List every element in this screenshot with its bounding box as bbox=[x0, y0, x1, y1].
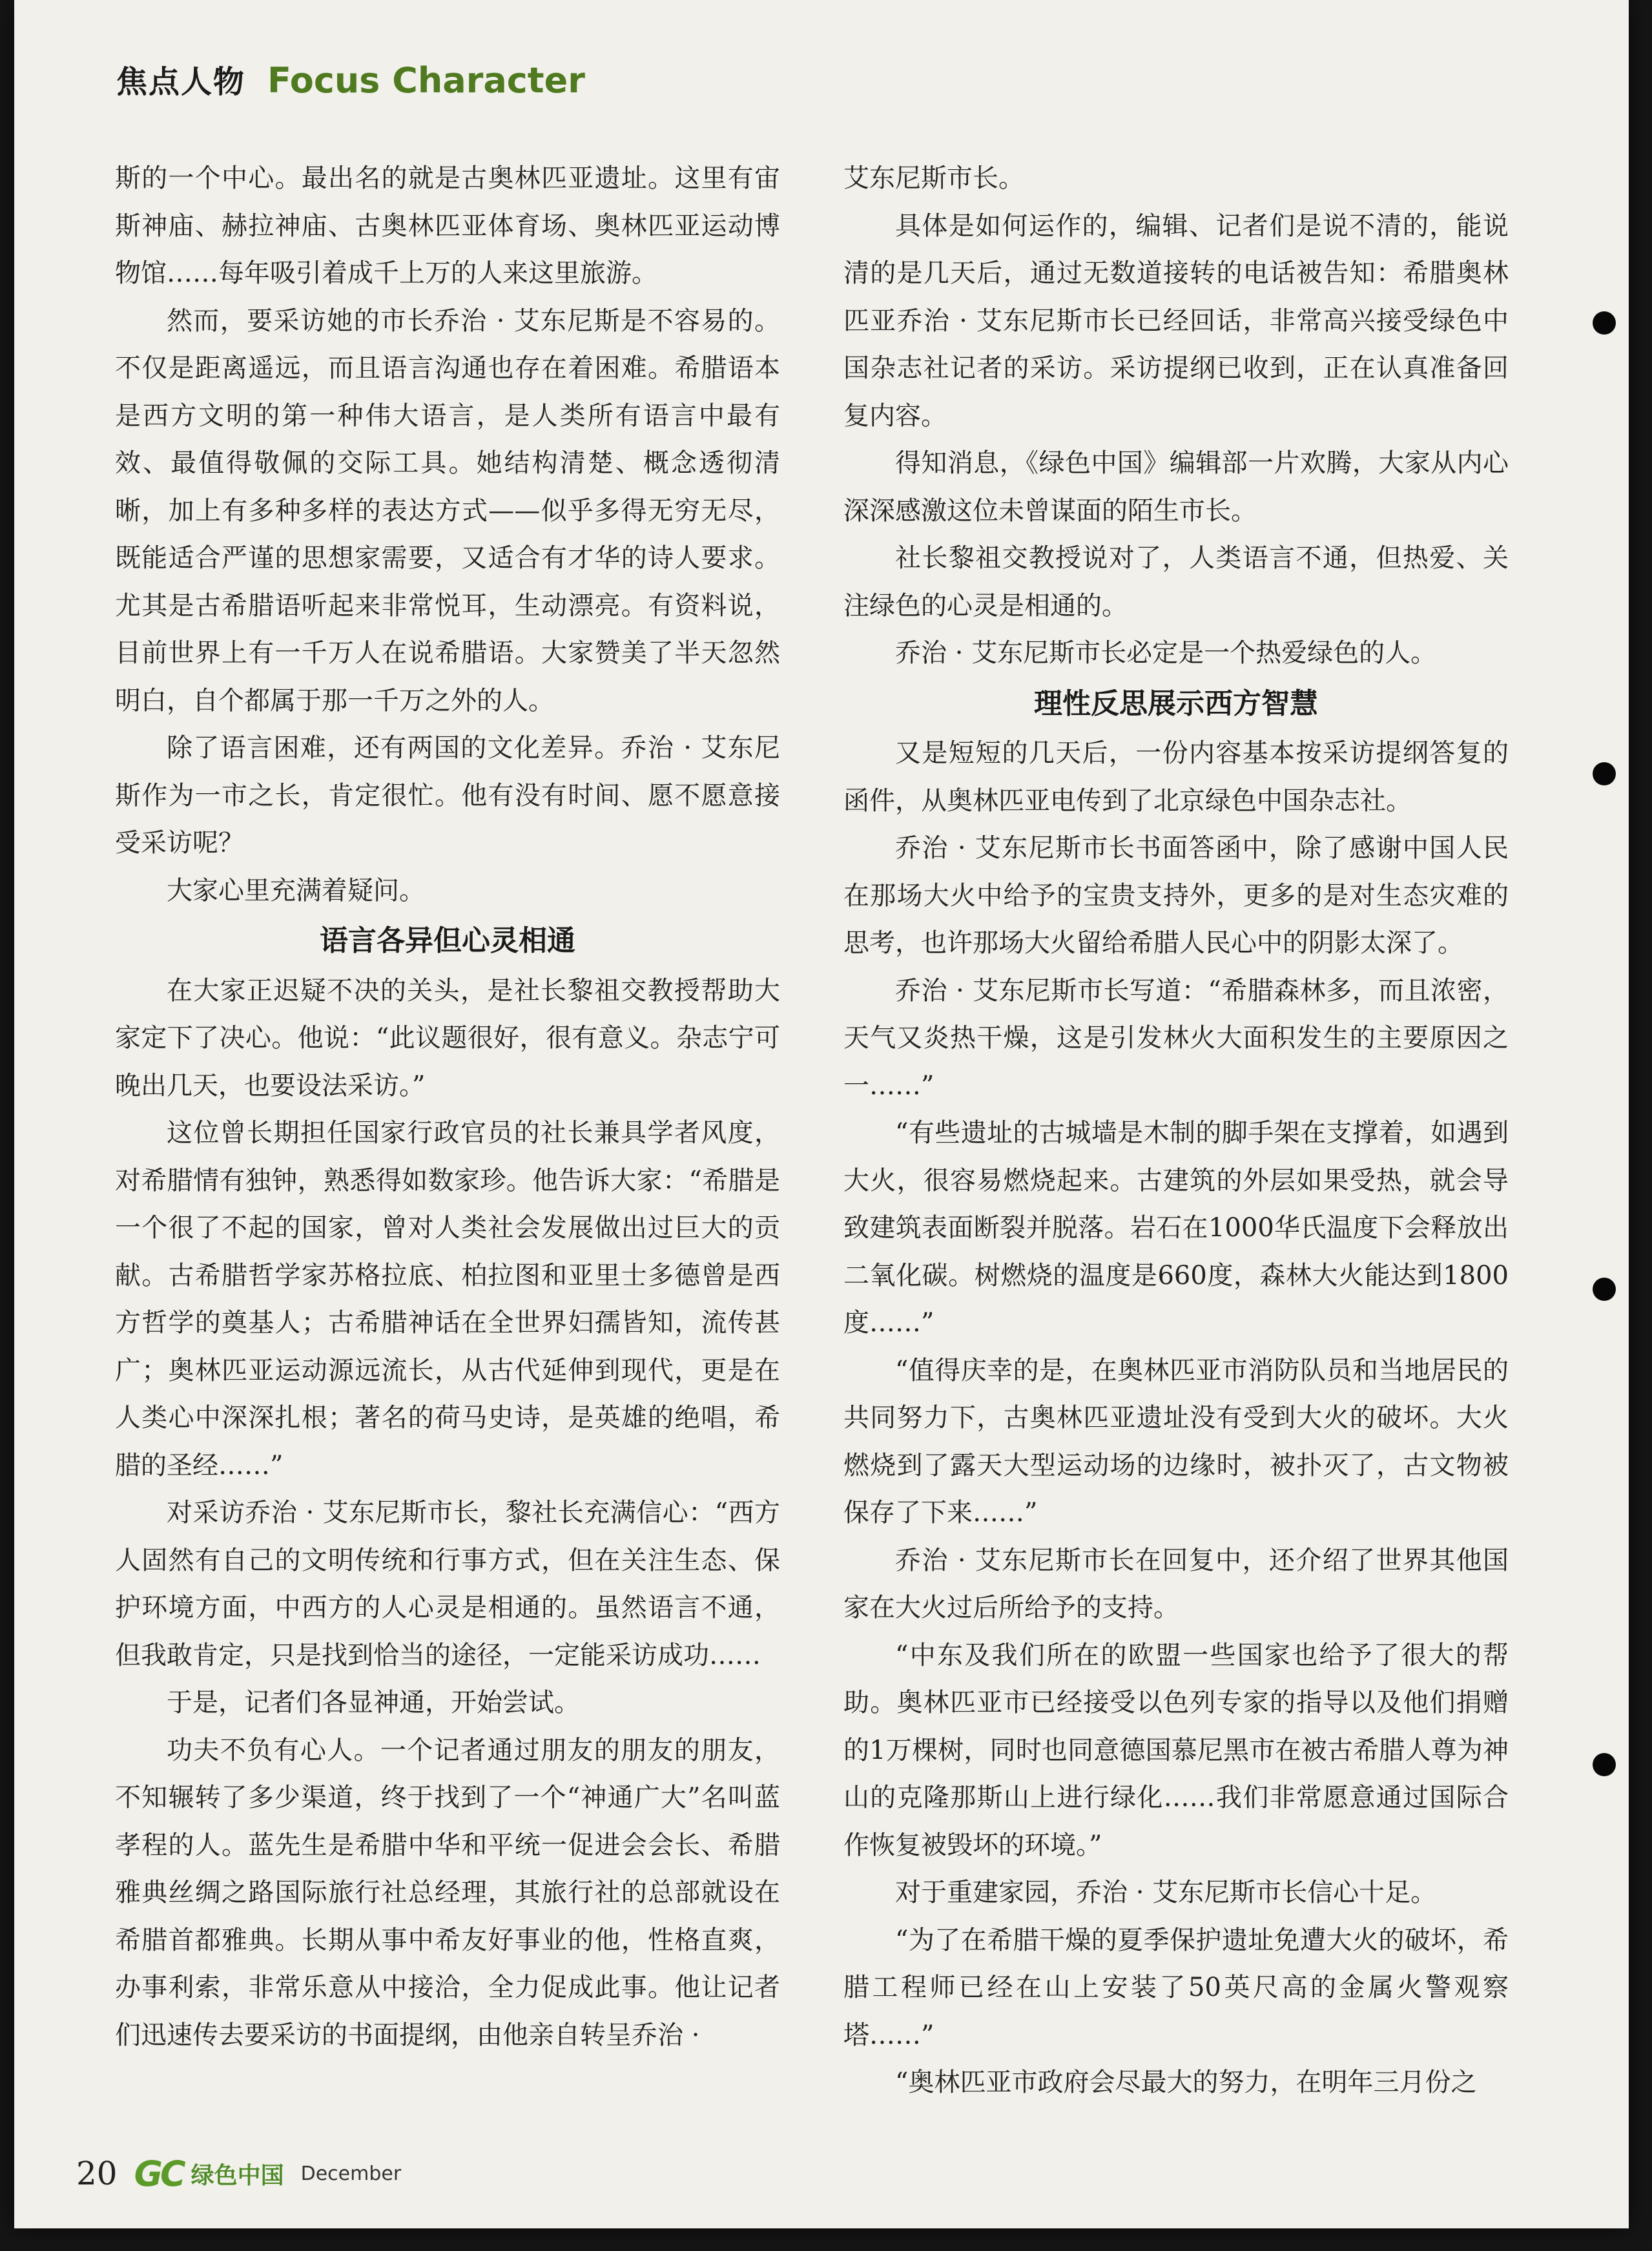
binder-hole bbox=[1593, 762, 1616, 785]
paragraph: 乔治 · 艾东尼斯市长写道：“希腊森林多，而且浓密，天气又炎热干燥，这是引发林火大面积发生的主要原因之一……” bbox=[843, 975, 1509, 1101]
paragraph: 乔治 · 艾东尼斯市长书面答函中，除了感谢中国人民在那场大火中给予的宝贵支持外，更多的是对生态灾难的思考，也许那场大火留给希腊人民心中的阴影太深了。 bbox=[843, 833, 1509, 958]
paragraph: 对采访乔治 · 艾东尼斯市长，黎社长充满信心：“西方人固然有自己的文明传统和行事方式，但在关注生态、保护环境方面，中西方的人心灵是相通的。虽然语言不通，但我敢肯定，只是找到恰当的途径，一定能采访成功…… bbox=[115, 1498, 780, 1670]
section-title-zh: 焦点人物 bbox=[116, 64, 246, 100]
paragraph: 功夫不负有心人。一个记者通过朋友的朋友的朋友，不知辗转了多少渠道，终于找到了一个“神通广大”名叫蓝孝程的人。蓝先生是希腊中华和平统一促进会会长、希腊雅典丝绸之路国际旅行社总经理，其旅行社的总部就设在希腊首都雅典。长期从事中希友好事业的他，性格直爽，办事利索，非常乐意从中接洽，全力促成此事。他让记者们迅速传去要采访的书面提纲，由他亲自转呈乔治 · bbox=[115, 1735, 780, 2050]
paragraph: 乔治 · 艾东尼斯市长必定是一个热爱绿色的人。 bbox=[895, 638, 1437, 668]
paragraph: 然而，要采访她的市长乔治 · 艾东尼斯是不容易的。不仅是距离遥远，而且语言沟通也存在着困难。希腊语本是西方文明的第一种伟大语言，是人类所有语言中最有效、最值得敬佩的交际工具。她结构清楚、概念透彻清晰，加上有多种多样的表达方式——似乎多得无穷无尽，既能适合严谨的思想家需要，又适合有才华的诗人要求。尤其是古希腊语听起来非常悦耳，生动漂亮。有资料说，目前世界上有一千万人在说希腊语。大家赞美了半天忽然明白，自个都属于那一千万之外的人。 bbox=[115, 306, 780, 716]
paragraph: “中东及我们所在的欧盟一些国家也给予了很大的帮助。奥林匹亚市已经接受以色列专家的指导以及他们捐赠的1万棵树，同时也同意德国慕尼黑市在被古希腊人尊为神山的克隆那斯山上进行绿化……我们非常愿意通过国际合作恢复被毁坏的环境。” bbox=[843, 1640, 1509, 1860]
section-title-en: Focus Character bbox=[267, 60, 585, 101]
paragraph: 艾东尼斯市长。 bbox=[843, 163, 1024, 193]
paragraph: “值得庆幸的是，在奥林匹亚市消防队员和当地居民的共同努力下，古奥林匹亚遗址没有受到大火的破坏。大火燃烧到了露天大型运动场的边缘时，被扑灭了，古文物被保存了下来……” bbox=[843, 1355, 1509, 1528]
section-heading: 语言各异但心灵相通 bbox=[320, 924, 575, 957]
paragraph: 大家心里充满着疑问。 bbox=[167, 875, 425, 906]
magazine-name: 绿色中国 bbox=[191, 2162, 284, 2189]
paragraph: 得知消息，《绿色中国》编辑部一片欢腾，大家从内心深深感激这位未曾谋面的陌生市长。 bbox=[843, 448, 1509, 526]
page-footer bbox=[76, 2151, 401, 2196]
section-header bbox=[116, 57, 585, 109]
binder-hole bbox=[1593, 311, 1616, 335]
right-column bbox=[843, 155, 1509, 2107]
paragraph: 乔治 · 艾东尼斯市长在回复中，还介绍了世界其他国家在大火过后所给予的支持。 bbox=[843, 1545, 1509, 1623]
paragraph: 这位曾长期担任国家行政官员的社长兼具学者风度，对希腊情有独钟，熟悉得如数家珍。他告诉大家：“希腊是一个很了不起的国家，曾对人类社会发展做出过巨大的贡献。古希腊哲学家苏格拉底、柏拉图和亚里士多德曾是西方哲学的奠基人；古希腊神话在全世界妇孺皆知，流传甚广；奥林匹亚运动源远流长，从古代延伸到现代，更是在人类心中深深扎根；著名的荷马史诗，是英雄的绝唱，希腊的圣经……” bbox=[115, 1118, 780, 1480]
paragraph: “为了在希腊干燥的夏季保护遗址免遭大火的破坏，希腊工程师已经在山上安装了50英尺高的金属火警观察塔……” bbox=[843, 1925, 1509, 2050]
binder-hole bbox=[1593, 1278, 1616, 1301]
paragraph: 具体是如何运作的，编辑、记者们是说不清的，能说清的是几天后，通过无数道接转的电话被告知：希腊奥林匹亚乔治 · 艾东尼斯市长已经回话，非常高兴接受绿色中国杂志社记者的采访。采访提纲已收到，正在认真准备回复内容。 bbox=[843, 211, 1509, 431]
paragraph: 于是，记者们各显神通，开始尝试。 bbox=[167, 1688, 580, 1717]
paragraph: 除了语言困难，还有两国的文化差异。乔治 · 艾东尼斯作为一市之长，肯定很忙。他有没有时间、愿不愿意接受采访呢？ bbox=[115, 733, 780, 858]
paragraph: 社长黎祖交教授说对了，人类语言不通，但热爱、关注绿色的心灵是相通的。 bbox=[843, 543, 1509, 621]
left-column bbox=[115, 155, 780, 2059]
paragraph: 又是短短的几天后，一份内容基本按采访提纲答复的函件，从奥林匹亚电传到了北京绿色中国杂志社。 bbox=[843, 738, 1509, 816]
paragraph: 斯的一个中心。最出名的就是古奥林匹亚遗址。这里有宙斯神庙、赫拉神庙、古奥林匹亚体育场、奥林匹亚运动博物馆……每年吸引着成千上万的人来这里旅游。 bbox=[115, 163, 780, 288]
section-heading: 理性反思展示西方智慧 bbox=[1034, 687, 1318, 720]
magazine-page bbox=[14, 0, 1629, 2228]
paragraph: 对于重建家园，乔治 · 艾东尼斯市长信心十足。 bbox=[895, 1878, 1437, 1907]
paragraph: “奥林匹亚市政府会尽最大的努力，在明年三月份之 bbox=[895, 2068, 1477, 2097]
magazine-logo: GC bbox=[134, 2153, 183, 2194]
paragraph: “有些遗址的古城墙是木制的脚手架在支撑着，如遇到大火，很容易燃烧起来。古建筑的外层如果受热，就会导致建筑表面断裂并脱落。岩石在1000华氏温度下会释放出二氧化碳。树燃烧的温度是660度，森林大火能达到1800度……” bbox=[843, 1118, 1509, 1338]
page-number: 20 bbox=[76, 2155, 118, 2192]
issue-month: December bbox=[300, 2162, 402, 2185]
binder-hole bbox=[1593, 1753, 1616, 1776]
paragraph: 在大家正迟疑不决的关头，是社长黎祖交教授帮助大家定下了决心。他说：“此议题很好，很有意义。杂志宁可晚出几天，也要设法采访。” bbox=[115, 975, 780, 1101]
